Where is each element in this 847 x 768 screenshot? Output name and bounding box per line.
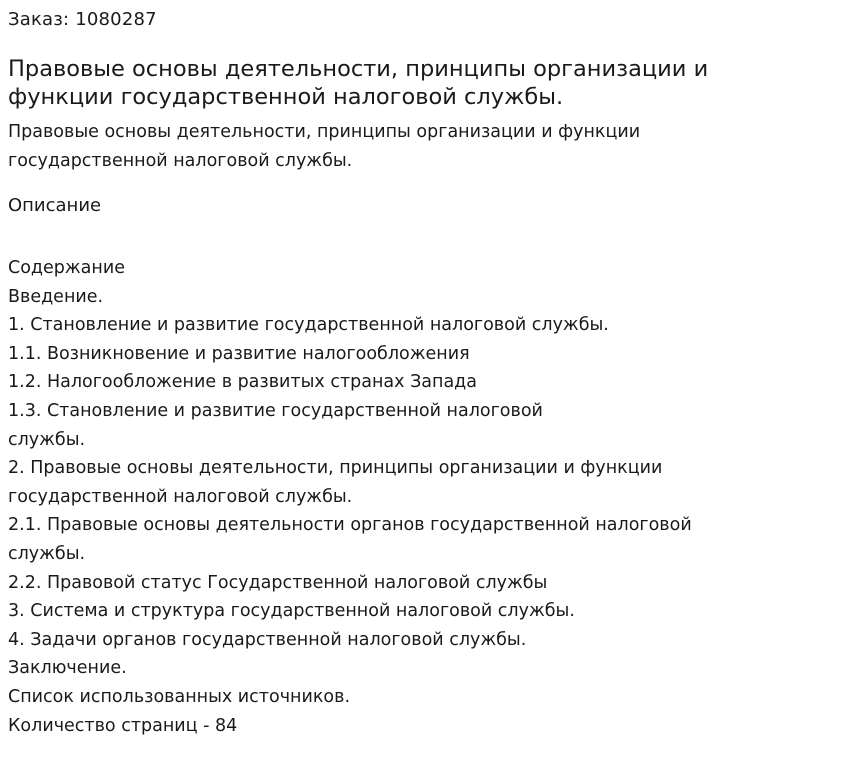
contents-item: 2.1. Правовые основы деятельности органов государственной налоговой службы.: [8, 515, 692, 564]
description-heading: Описание: [8, 195, 102, 216]
page-subtitle: Правовые основы деятельности, принципы организации и функции государственной налоговой службы.: [8, 122, 641, 171]
contents-item: 4. Задачи органов государственной налоговой службы.: [8, 629, 527, 650]
contents-heading: Содержание: [8, 258, 125, 278]
contents-item: 1.2. Налогообложение в развитых странах Запада: [8, 372, 477, 393]
page-count: Количество страниц - 84: [8, 715, 238, 736]
contents-item: 1.3. Становление и развитие государственной налоговой службы.: [8, 400, 543, 450]
table-of-contents: [8, 254, 839, 740]
contents-item: 1. Становление и развитие государственной налоговой службы.: [8, 315, 609, 336]
contents-item: 1.1. Возникновение и развитие налогообложения: [8, 343, 470, 364]
contents-item: 2.2. Правовой статус Государственной налоговой службы: [8, 572, 548, 593]
order-number: Заказ: 1080287: [8, 9, 157, 30]
contents-item: Заключение.: [8, 658, 127, 679]
contents-item: 3. Система и структура государственной налоговой службы.: [8, 601, 575, 622]
page-title: Правовые основы деятельности, принципы организации и функции государственной налоговой службы.: [8, 56, 709, 110]
contents-item: Список использованных источников.: [8, 686, 351, 707]
contents-item: Введение.: [8, 286, 104, 307]
contents-item: 2. Правовые основы деятельности, принципы организации и функции государственной налоговой службы.: [8, 458, 663, 507]
